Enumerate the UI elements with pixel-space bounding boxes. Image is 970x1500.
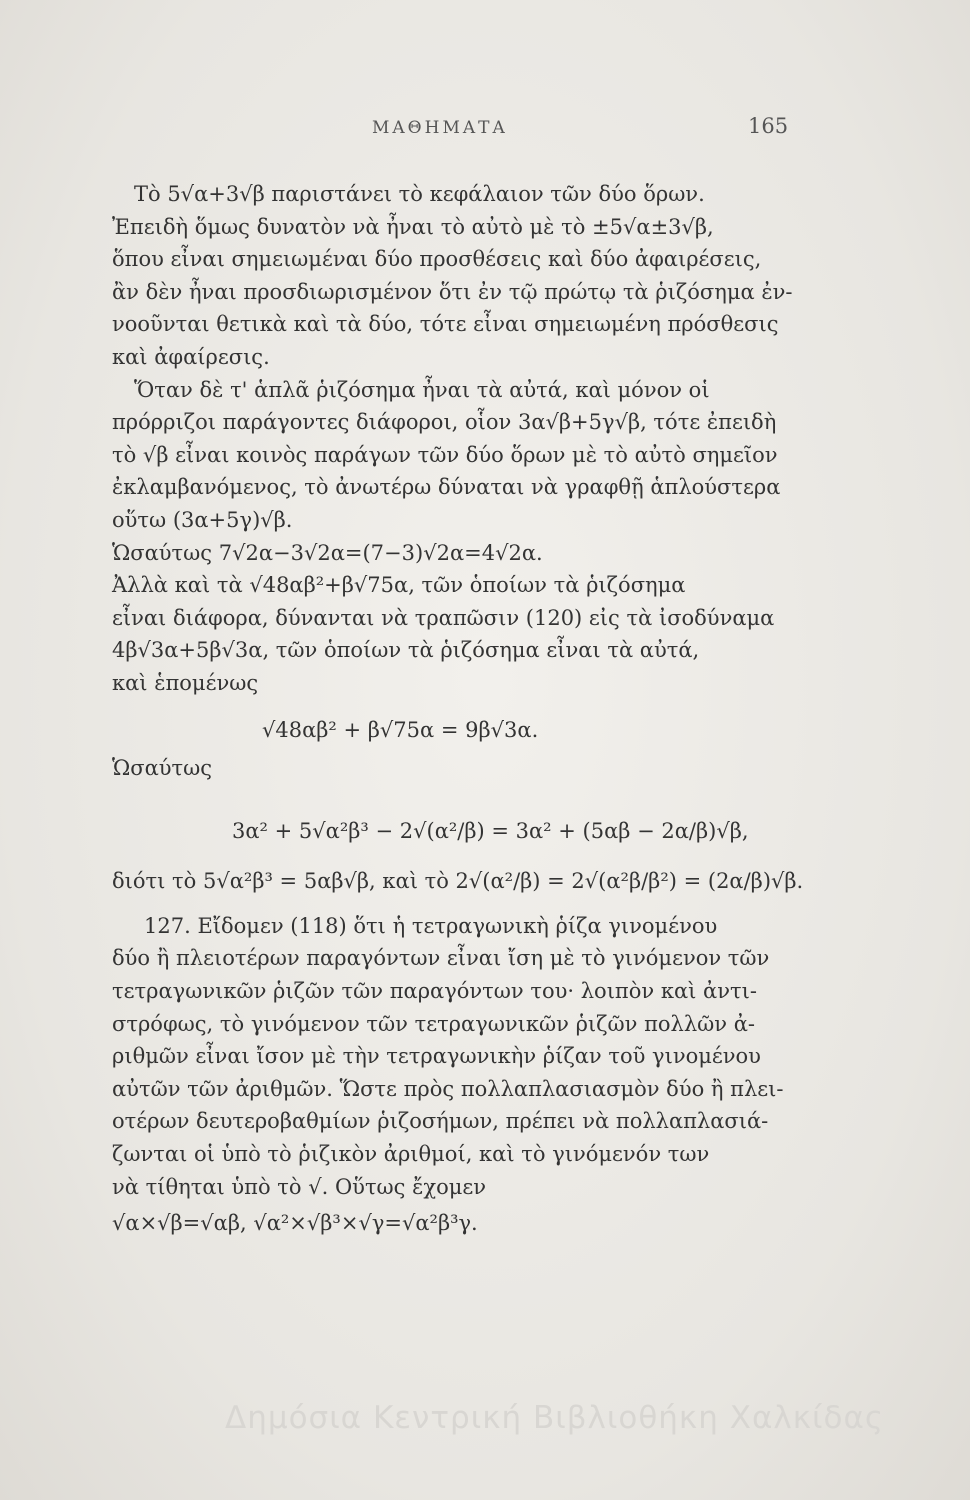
text-line: Εἴδομεν (118) ὅτι ἡ τετραγωνικὴ ῥίζα γινομένου [197, 913, 718, 938]
section-127-first-line [112, 910, 772, 943]
text-line: νὰ τίθηται ὑπὸ τὸ √. Οὕτως ἔχομεν [112, 1174, 487, 1199]
text-line: καὶ ἑπομένως [112, 670, 259, 695]
text-line: τὸ √β εἶναι κοινὸς παράγων τῶν δύο ὅρων μὲ τὸ αὐτὸ σημεῖον [112, 442, 778, 467]
text-line: Ὡσαύτως 7√2α−3√2α=(7−3)√2α=4√2α. [112, 540, 543, 565]
text-line: Ὡσαύτως [112, 756, 213, 781]
text-line: στρόφως, τὸ γινόμενον τῶν τετραγωνικῶν ῥιζῶν πολλῶν ἀ- [112, 1011, 756, 1036]
text-line: νοοῦνται θετικὰ καὶ τὰ δύο, τότε εἶναι σημειωμένη πρόσθεσις [112, 312, 779, 337]
text-line: ἐκλαμβανόμενος, τὸ ἀνωτέρω δύναται νὰ γραφθῇ ἁπλούστερα [112, 475, 781, 500]
text-line: ζωνται οἱ ὑπὸ τὸ ῥιζικὸν ἀριθμοί, καὶ τὸ γινόμενόν των [112, 1142, 710, 1167]
text-line: Ὅταν δὲ τ' ἁπλᾶ ῥιζόσημα ἦναι τὰ αὐτά, καὶ μόνον οἱ [134, 377, 710, 402]
text-line: οὕτω (3α+5γ)√β. [112, 507, 293, 532]
text-line: καὶ ἀφαίρεσις. [112, 344, 270, 369]
formula-expansion: 3α² + 5√α²β³ − 2√(α²/β) = 3α² + (5αβ − 2α/β)√β, [232, 818, 749, 843]
text-line: ριθμῶν εἶναι ἴσον μὲ τὴν τετραγωνικὴν ῥίζαν τοῦ γινομένου [112, 1044, 761, 1069]
formula-justification: διότι τὸ 5√α²β³ = 5αβ√β, καὶ τὸ 2√(α²/β) = 2√(α²β/β²) = (2α/β)√β. [112, 869, 804, 894]
text-line: Ἐπειδὴ ὅμως δυνατὸν νὰ ἦναι τὸ αὐτὸ μὲ τὸ ±5√α±3√β, [112, 214, 714, 239]
text-line: 4β√3α+5β√3α, τῶν ὁποίων τὰ ῥιζόσημα εἶναι τὰ αὐτά, [112, 638, 700, 663]
text-line: οτέρων δευτεροβαθμίων ῥιζοσήμων, πρέπει νὰ πολλαπλασιά- [112, 1109, 769, 1134]
text-line: ἂν δὲν ἦναι προσδιωρισμένον ὅτι ἐν τῷ πρώτῳ τὰ ῥιζόσημα ἐν- [112, 279, 793, 304]
text-line: ὅπου εἶναι σημειωμέναι δύο προσθέσεις καὶ δύο ἀφαιρέσεις, [112, 247, 762, 272]
text-line: δύο ἢ πλειοτέρων παραγόντων εἶναι ἴση μὲ τὸ γινόμενον τῶν [112, 946, 770, 971]
text-line: αὐτῶν τῶν ἀριθμῶν. Ὥστε πρὸς πολλαπλασιασμὸν δύο ἢ πλει- [112, 1076, 784, 1101]
formula-product: √α×√β=√αβ, √α²×√β³×√γ=√α²β³γ. [112, 1211, 478, 1236]
text-line: εἶναι διάφορα, δύνανται νὰ τραπῶσιν (120) εἰς τὰ ἰσοδύναμα [112, 605, 775, 630]
page-number: 165 [748, 114, 789, 138]
page-header [0, 114, 970, 148]
running-head: ΜΑΘΗΜΑΤΑ [372, 118, 508, 138]
text-line: πρόρριζοι παράγοντες διάφοροι, οἷον 3α√β+5γ√β, τότε ἐπειδὴ [112, 410, 777, 435]
section-number: 127. [144, 913, 191, 938]
body-text [112, 178, 804, 1240]
text-line: Τὸ 5√α+3√β παριστάνει τὸ κεφάλαιον τῶν δύο ὅρων. [134, 182, 705, 206]
library-watermark: Δημόσια Κεντρική Βιβλιοθήκη Χαλκίδας [225, 1400, 885, 1436]
text-line: Ἀλλὰ καὶ τὰ √48αβ²+β√75α, τῶν ὁποίων τὰ ῥιζόσημα [112, 573, 686, 598]
text-line: τετραγωνικῶν ῥιζῶν τῶν παραγόντων του· λοιπὸν καὶ ἀντι- [112, 979, 757, 1004]
formula-sum: √48αβ² + β√75α = 9β√3α. [262, 717, 539, 742]
